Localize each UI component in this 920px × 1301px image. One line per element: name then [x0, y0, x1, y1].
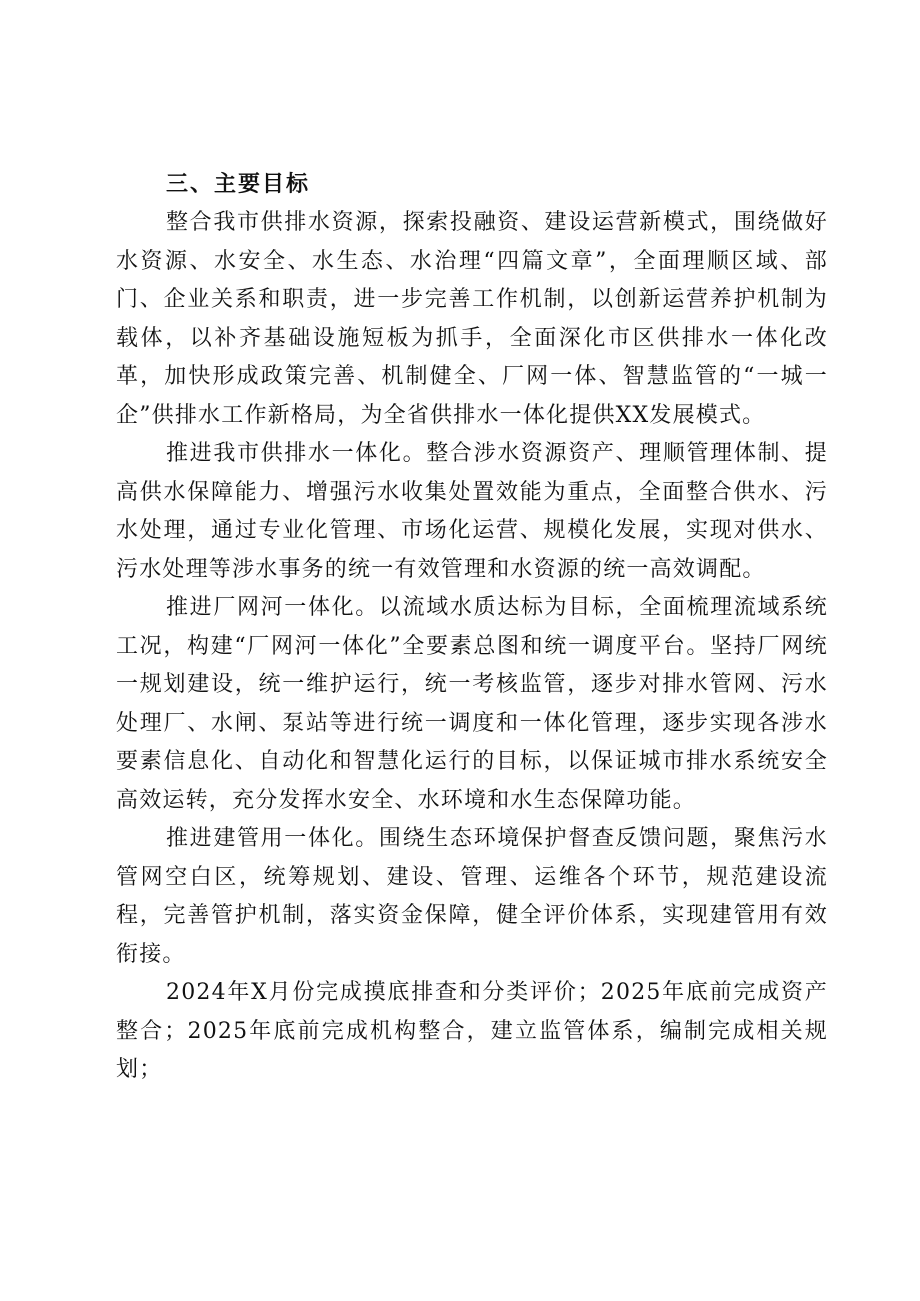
paragraph-timeline: 2024年X月份完成摸底排查和分类评价；2025年底前完成资产整合；2025年底前完成机构整合，建立监管体系，编制完成相关规划； — [116, 980, 828, 1082]
paragraph-plant-network-river: 推进厂网河一体化。以流域水质达标为目标，全面梳理流域系统工况，构建“厂网河一体化”全要素总图和统一调度平台。坚持厂网统一规划建设，统一维护运行，统一考核监管，逐步对排水管网、污水处理厂、水闸、泵站等进行统一调度和一体化管理，逐步实现各涉水要素信息化、自动化和智慧化运行的目标，以保证城市排水系统安全高效运转，充分发挥水安全、水环境和水生态保障功能。 — [116, 595, 828, 813]
paragraph-overview: 整合我市供排水资源，探索投融资、建设运营新模式，围绕做好水资源、水安全、水生态、水治理“四篇文章”，全面理顺区域、部门、企业关系和职责，进一步完善工作机制，以创新运营养护机制为载体，以补齐基础设施短板为抓手，全面深化市区供排水一体化改革，加快形成政策完善、机制健全、厂网一体、智慧监管的“一城一企”供排水工作新格局，为全省供排水一体化提供XX发展模式。 — [116, 210, 828, 428]
paragraph-build-manage-use: 推进建管用一体化。围绕生态环境保护督查反馈问题，聚焦污水管网空白区，统筹规划、建设、管理、运维各个环节，规范建设流程，完善管护机制，落实资金保障，健全评价体系，实现建管用有效衔接。 — [116, 826, 828, 967]
section-heading: 三、主要目标 — [166, 172, 311, 197]
paragraph-water-supply-drainage: 推进我市供排水一体化。整合涉水资源资产、理顺管理体制、提高供水保障能力、增强污水收集处置效能为重点，全面整合供水、污水处理，通过专业化管理、市场化运营、规模化发展，实现对供水、污水处理等涉水事务的统一有效管理和水资源的统一高效调配。 — [116, 441, 828, 582]
document-body — [116, 166, 828, 1090]
